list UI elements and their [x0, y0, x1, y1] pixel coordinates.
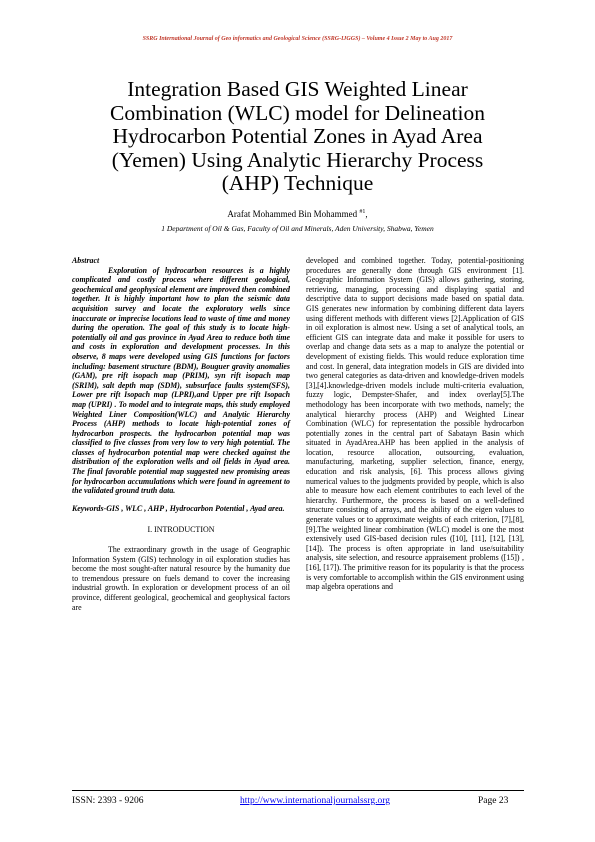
author-suffix: ,: [365, 209, 368, 219]
paper-title: [80, 78, 515, 196]
affiliation: 1 Department of Oil & Gas, Faculty of Oil and Minerals, Aden University, Shabwa, Yemen: [161, 224, 434, 233]
title-line: Hydrocarbon Potential Zones in Ayad Area: [112, 124, 483, 148]
right-column: [306, 256, 524, 592]
abstract-label: Abstract: [72, 256, 100, 265]
abstract-text: Exploration of hydrocarbon resources is a highly complicated and costly process where different geological, geochemical and geophysical element are improved then combined together. It is highly important how to plan the seismic data acquisition survey and locate the exploratory wells since inaccurate or imprecise locations lead to waste of time and money during the operation. The goal of this study is to locate high-potentially oil and gas province in Ayad Area to reduce both time and costs in exploration and development processes. In this observe, 8 maps were developed using GIS functions for factors including: basement structure (BDM), Bouguer gravity anomalies (GAM), pre rift isopach map (PRIM), syn rift isopach map (SRIM), salt depth map (SDM), subsurface faults system(SFS), Lower pre rift Isopach map (LPRI),and Upper pre rift Isopach map (UPRI) . To model and to integrate maps, this study employed Weighted Liner Composition(WLC) and Analytic Hierarchy Process (AHP) methods to locate high-potential zones of hydrocarbon prospects. the hydrocarbon potential map was classified to five classes from very low to very high potential. The classes of hydrocarbon potential map were checked against the distribution of the exploration wells and oil fields in Ayad area. The final favorable potential map suggested new promising areas for hydrocarbon accumulations which were found in agreement to the validated ground truth data.: [72, 265, 290, 496]
title-line: (AHP) Technique: [221, 171, 374, 195]
keywords-text: -GIS , WLC , AHP , Hydrocarbon Potential , Ayad area.: [103, 503, 285, 513]
footer-url-link[interactable]: http://www.internationaljournalssrg.org: [240, 796, 390, 806]
footer-issn: ISSN: 2393 - 9206: [72, 796, 144, 806]
title-line: Combination (WLC) model for Delineation: [110, 100, 485, 125]
keywords: [72, 504, 290, 514]
intro-paragraph-left: The extraordinary growth in the usage of Geographic Information System (GIS) technology in oil exploration studies has become the most sought-after natural resource by the humanity due to tremendous pressure on fuels demand to cover the increasing industrial growth. In exploration or development process of an oil province, different geological, geochemical and geophysical factors are: [72, 545, 290, 612]
left-column: [72, 256, 290, 612]
author-superscript: #1: [359, 209, 366, 215]
author-name: Arafat Mohammed Bin Mohammed: [227, 209, 358, 219]
title-line: (Yemen) Using Analytic Hierarchy Process: [111, 147, 484, 172]
author-line: [0, 209, 595, 219]
abstract: [72, 256, 290, 496]
section-heading: I. INTRODUCTION: [147, 525, 215, 535]
footer-page-number: Page 23: [478, 796, 509, 806]
intro-paragraph-right: developed and combined together. Today, potential-positioning procedures are generally done through GIS environment [1]. Geographic Information System (GIS) allows gathering, storing, retrieving, managing, processing and displaying spatial and descriptive data to support decisions made based on spatial data. GIS generates new information by combining different data layers using different methods with different views [2].Application of GIS in oil exploration is almost new. Using a set of analytical tools, an efficient GIS can integrate data and make it possible for users to overlap and change data sets as a map to analyze the potential or development of existing fields. This would reduce exploration time and cost. In general, data integration models in GIS are divided into two general categories as data-driven and knowledge-driven models [3],[4].knowledge-driven models include multi-criteria evaluation, fuzzy logic, Dempster-Shafer, and index overlay[5].The methodology has been incorporate with two methods, namely; the analytical hierarchy process (AHP) and Weighted Linear Combination (WLC) for representation the possible hydrocarbon potentially zones in the central part of Sabatayn Basin which situated in AyadArea.AHP has been applied in the analysis of location, resource allocation, outsourcing, evaluation, manufacturing, marketing, supplier selection, finance, energy, education and risk analysis, [6]. This process allows giving numerical values to the judgments provided by people, which is also able to measure how each element contributes to each level of the hierarchy. Furthermore, the process is based on a well-defined structure consisting of arrays, and the ability of the eigen values to generate values or to approximate weights of each criterion, [7],[8],[9].The weighted linear combination (WLC) model is one the most extensively used GIS-based decision rules ([10], [11], [12], [13], [14]). The process is often appropriate in land use/suitability analysis, site selection, and resource appraisement problems ([15]) ,[16], [17]). The primitive reason for its popularity is that the process is very comfortable to accomplish within the GIS environment using map algebra operations and: [306, 256, 524, 592]
title-line: Integration Based GIS Weighted Linear: [127, 77, 468, 101]
journal-header: SSRG International Journal of Geo informatics and Geological Science (SSRG-IJGGS) – Volume 4 Issue 2 May to Aug 2017: [142, 36, 453, 42]
keywords-label: Keywords: [72, 503, 104, 513]
footer-divider: [72, 790, 524, 791]
